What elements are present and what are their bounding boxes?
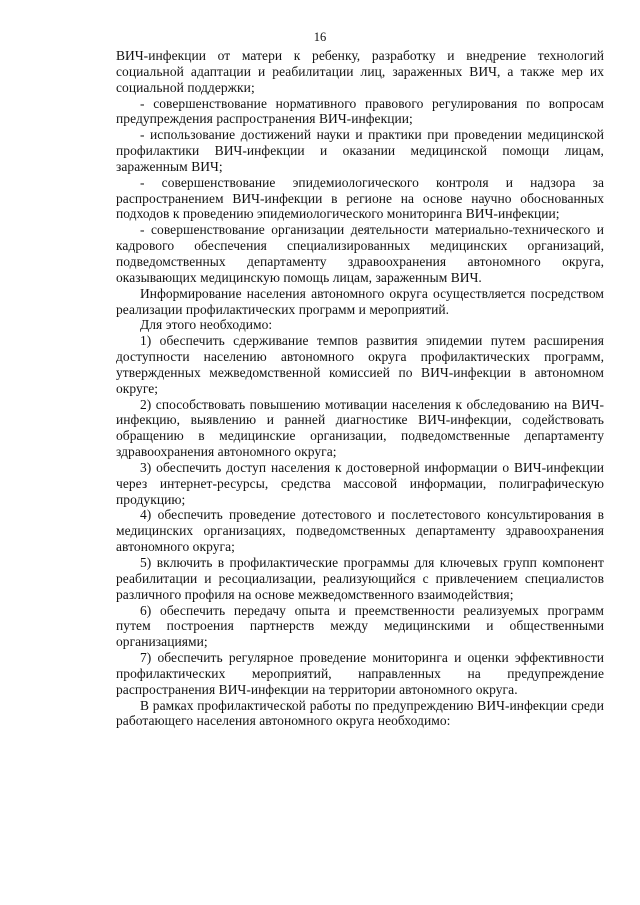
document-body (116, 48, 604, 729)
list-item-3: 3) обеспечить доступ населения к достоверной информации о ВИЧ-инфекции через интернет-ресурсы, средства массовой информации, полиграфическую продукцию; (116, 459, 604, 507)
paragraph-informing: Информирование населения автономного округа осуществляется посредством реализации профилактических программ и мероприятий. (116, 285, 604, 317)
page-number: 16 (313, 30, 327, 44)
list-item-2: 2) способствовать повышению мотивации населения к обследованию на ВИЧ-инфекцию, выявлению и ранней диагностике ВИЧ-инфекции, содействовать обращению в медицинские организации, подведомственные департаменту здравоохранения автономного округа; (116, 396, 604, 460)
paragraph-bullet-science: - использование достижений науки и практики при проведении медицинской профилактики ВИЧ-инфекции и оказании медицинской помощи лицам, зараженным ВИЧ; (116, 127, 604, 174)
list-item-7: 7) обеспечить регулярное проведение мониторинга и оценки эффективности профилактических мероприятий, направленных на предупреждение распространения ВИЧ-инфекции на территории автономного округа. (116, 650, 604, 697)
paragraph-bullet-organization: - совершенствование организации деятельности материально-технического и кадрового обеспечения специализированных медицинских организаций, подведомственных департаменту здравоохранения автономного округа, оказывающих медицинскую помощь лицам, зараженным ВИЧ. (116, 222, 604, 285)
list-item-5: 5) включить в профилактические программы для ключевых групп компонент реабилитации и ресоциализации, реализующийся с привлечением специалистов различного профиля на основе межведомственного взаимодействия; (116, 555, 604, 602)
list-item-1: 1) обеспечить сдерживание темпов развития эпидемии путем расширения доступности населению автономного округа профилактических программ, утвержденных межведомственной комиссией по ВИЧ-инфекции в автономном округе; (116, 333, 604, 396)
paragraph-bullet-regulation: - совершенствование нормативного правового регулирования по вопросам предупреждения распространения ВИЧ-инфекции; (116, 95, 604, 127)
paragraph-necessary: Для этого необходимо: (140, 317, 273, 333)
paragraph-bullet-epidemiology: - совершенствование эпидемиологического контроля и надзора за распространением ВИЧ-инфекции в регионе на основе научно обоснованных подходов к проведению эпидемиологического мониторинга ВИЧ-инфекции; (116, 174, 604, 222)
paragraph-continuation: ВИЧ-инфекции от матери к ребенку, разработку и внедрение технологий социальной адаптации и реабилитации лиц, зараженных ВИЧ, а также мер их социальной поддержки; (116, 48, 604, 95)
paragraph-workforce: В рамках профилактической работы по предупреждению ВИЧ-инфекции среди работающего населения автономного округа необходимо: (116, 697, 604, 729)
list-item-6: 6) обеспечить передачу опыта и преемственности реализуемых программ путем построения партнерств между медицинскими и общественными организациями; (116, 602, 604, 650)
list-item-4: 4) обеспечить проведение дотестового и послетестового консультирования в медицинских организациях, подведомственных департаменту здравоохранения автономного округа; (116, 507, 604, 555)
